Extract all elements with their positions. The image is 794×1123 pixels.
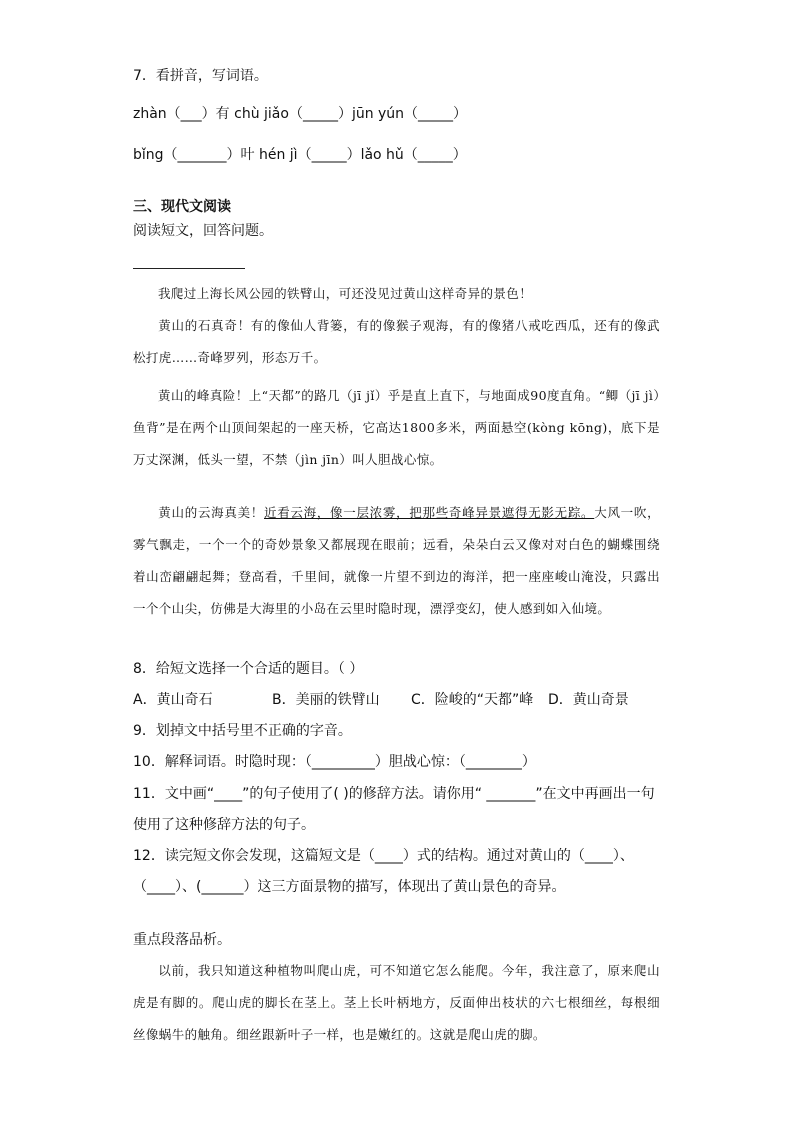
- passage-paragraph-4: [133, 497, 660, 625]
- section-3-heading: 三、现代文阅读: [133, 199, 231, 215]
- q8-option-c[interactable]: C．险峻的“天都”峰: [411, 692, 534, 708]
- q8-options: [133, 690, 629, 710]
- q7-pinyin-row-1: zhàn（___）有 chù jiǎo（_____）jūn yún（_____）: [133, 106, 468, 122]
- q8-question: 8．给短文选择一个合适的题目。（ ）: [133, 661, 364, 677]
- passage-paragraph-2-text: 黄山的石真奇！有的像仙人背篓，有的像猴子观海，有的像猪八戒吃西瓜，还有的像武松打虎……奇峰罗列，形态万千。: [133, 318, 660, 365]
- q10-question: 10．解释词语。时隐时现：（_________）胆战心惊：（________）: [133, 754, 536, 770]
- passage-paragraph-4-start: 黄山的云海真美！: [158, 505, 264, 520]
- q11-line-1: 11．文中画“____”的句子使用了( )的修辞方法。请你用“ _______”在文中再画出一句: [133, 786, 655, 802]
- key-paragraph-body: 以前，我只知道这种植物叫爬山虎，可不知道它怎么能爬。今年，我注意了，原来爬山虎是有脚的。爬山虎的脚长在茎上。茎上长叶柄地方，反面伸出枝状的六七根细丝，每根细丝像蜗牛的触角。细丝跟新叶子一样，也是嫩红的。这就是爬山虎的脚。: [133, 963, 660, 1042]
- passage-paragraph-2: [133, 310, 660, 374]
- passage-paragraph-1: [133, 278, 660, 310]
- key-paragraph-text: [133, 955, 660, 1051]
- q12-line-2: （____）、(______）这三方面景物的描写，体现出了黄山景色的奇异。: [133, 879, 566, 895]
- q8-option-b[interactable]: B．美丽的铁臂山: [272, 692, 380, 708]
- q12-line-1: 12．读完短文你会发现，这篇短文是（____）式的结构。通过对黄山的（____）、: [133, 848, 634, 864]
- passage-paragraph-4-rest: 大风一吹，雾气飘走，一个一个的奇妙景象又都展现在眼前；远看，朵朵白云又像对对白色的蝴蝶围绕着山峦翩翩起舞；登高看，千里间，就像一片望不到边的海洋，把一座座峻山淹没，只露出一个个山尖，仿佛是大海里的小岛在云里时隐时现，漂浮变幻，使人感到如入仙境。: [133, 505, 660, 616]
- q8-option-a[interactable]: A．黄山奇石: [133, 692, 213, 708]
- reading-instruction: 阅读短文，回答问题。: [133, 223, 273, 239]
- passage-paragraph-3: [133, 380, 660, 476]
- passage-paragraph-3-text: 黄山的峰真险！上“天都”的路几（jī jǐ）乎是直上直下，与地面成90度直角。“鲫（jī jì）鱼背”是在两个山顶间架起的一座天桥，它高达1800多米，两面悬空(kòng kōng)，底下是万丈深渊，低头一望，不禁（jìn jīn）叫人胆战心惊。: [133, 388, 660, 467]
- q8-option-d[interactable]: D．黄山奇景: [548, 692, 629, 708]
- divider-line: [133, 268, 245, 269]
- q7-pinyin-row-2: bǐng（_______）叶 hén jì（_____）lǎo hǔ（_____）: [133, 147, 467, 163]
- underlined-sentence: 近看云海，像一层浓雾，把那些奇峰异景遮得无影无踪。: [264, 505, 595, 520]
- q7-title: 7．看拼音，写词语。: [133, 68, 268, 84]
- key-paragraph-heading: 重点段落品析。: [133, 932, 231, 948]
- passage-paragraph-1-text: 我爬过上海长风公园的铁臂山，可还没见过黄山这样奇异的景色！: [158, 286, 533, 301]
- q11-line-2: 使用了这种修辞方法的句子。: [133, 817, 315, 833]
- q9-question: 9．划掉文中括号里不正确的字音。: [133, 723, 352, 739]
